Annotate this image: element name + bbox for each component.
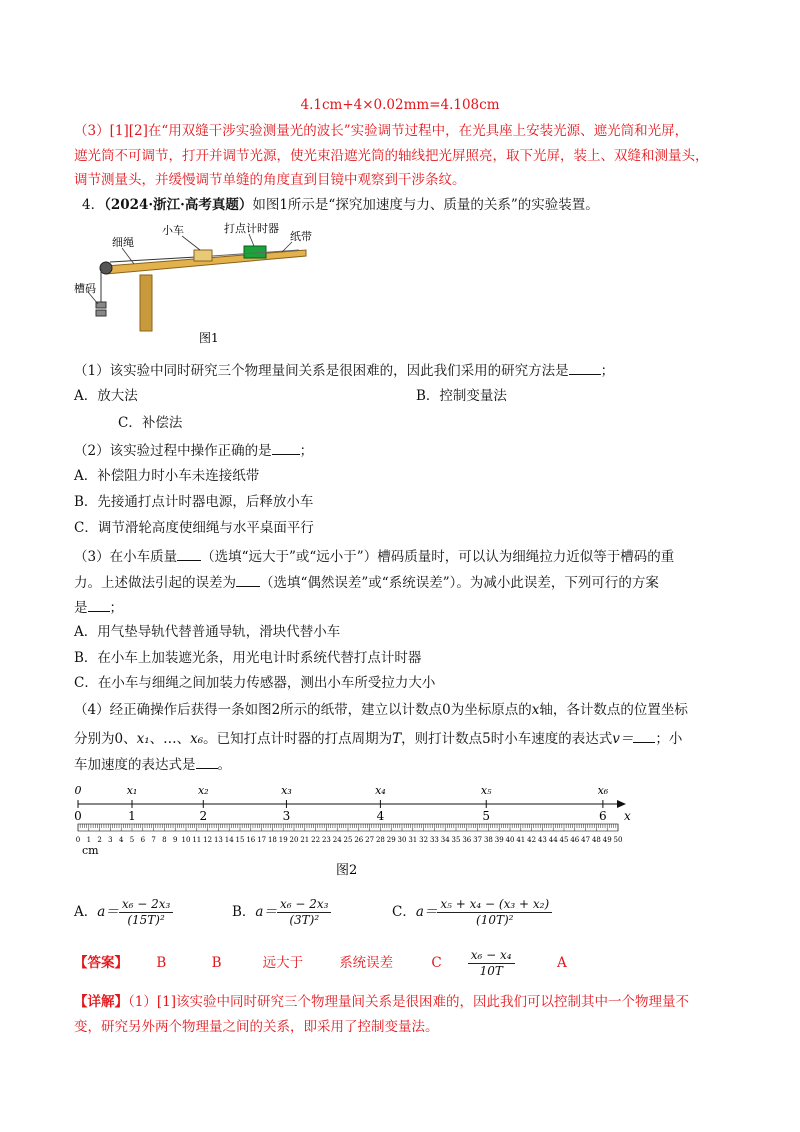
axis-number: 4 [376, 809, 385, 823]
q3-text-a: （3）在小车质量 [74, 549, 178, 565]
q4-b-den: (3T)² [289, 913, 320, 927]
ruler-number: 10 [181, 836, 191, 844]
figure-1-caption: 图1 [199, 331, 219, 345]
q3-option-c: C．在小车与细绳之间加装力传感器，测出小车所受拉力大小 [74, 675, 436, 691]
q4-c-label: C． [392, 904, 416, 920]
q2-option-c: C．调节滑轮高度使细绳与水平桌面平行 [74, 520, 314, 536]
answer-line [74, 946, 577, 980]
explain-line-3: 调节测量头，并缓慢调节单缝的角度直到目镜中观察到干涉条纹。 [74, 172, 466, 188]
ruler-number: 19 [278, 836, 288, 844]
answer-5: C [431, 955, 442, 971]
ruler-number: 22 [311, 836, 321, 844]
axis-variable: x [624, 809, 631, 823]
q4-a-label: A． [74, 904, 98, 920]
ruler-number: 40 [505, 836, 515, 844]
figure-1-apparatus [74, 220, 334, 350]
ruler-number: 50 [613, 836, 623, 844]
ruler-numbers [76, 836, 623, 844]
q1-option-a: A．放大法 [74, 388, 138, 404]
ruler-number: 32 [419, 836, 429, 844]
q3-text-e: 是 [74, 600, 88, 616]
ruler-number: 42 [527, 836, 537, 844]
q4-text-c: 分别为0、 [74, 731, 137, 747]
ruler-number: 13 [213, 836, 223, 844]
q2-end: ； [299, 443, 314, 459]
answer-1: B [156, 955, 167, 971]
q4-option-a [74, 895, 173, 929]
q4-v: v＝ [612, 731, 634, 747]
q4-b-lhs: a＝ [255, 904, 277, 920]
q4-blank-1 [633, 728, 655, 743]
q4-b-fraction [277, 897, 331, 928]
q2-text: （2）该实验过程中操作正确的是 [74, 443, 272, 459]
figure-2-tape [70, 780, 640, 880]
q3-line-3 [74, 597, 123, 618]
ruler-number: 41 [516, 836, 526, 844]
q4-c-lhs: a＝ [415, 904, 438, 920]
q4-b-num: x₆ − 2x₃ [277, 897, 331, 913]
weight-2 [96, 310, 106, 316]
tape-point-label: x₂ [197, 784, 209, 797]
ruler-number: 6 [140, 836, 146, 844]
timer [244, 246, 266, 258]
explain-line-1: （3）[1][2]在“用双缝干涉实验测量光的波长”实验调节过程中，在光具座上安装光源、遮光筒和光屏， [74, 123, 689, 139]
q3-option-a: A．用气垫导轨代替普通导轨，滑块代替小车 [74, 624, 341, 640]
axis-labels [74, 809, 631, 823]
detail-line-1 [74, 992, 689, 1012]
ruler-number: 30 [397, 836, 407, 844]
ruler-number: 11 [192, 836, 202, 844]
q1-end: ； [600, 363, 615, 379]
ruler-number: 47 [581, 836, 591, 844]
q4-x6: x₆ [190, 731, 204, 747]
q3-text-d: （选填“偶然误差”或“系统误差”）。为减小此误差，下列可行的方案 [260, 575, 659, 591]
problem-source: （2024·浙江·高考真题） [104, 197, 253, 213]
ruler-unit: cm [82, 844, 99, 857]
tape-point-label: x₁ [126, 784, 138, 797]
q4-x: x [531, 702, 540, 718]
ruler-number: 18 [267, 836, 277, 844]
tape-point-label: x₃ [281, 784, 292, 797]
answer-2: B [211, 955, 222, 971]
ruler-number: 4 [118, 836, 124, 844]
tape-arrow [617, 800, 626, 808]
ruler-number: 9 [172, 836, 178, 844]
q3-text-b: （选填“远大于”或“远小于”）槽码质量时，可以认为细绳拉力近似等于槽码的重 [201, 549, 675, 565]
q1 [74, 360, 614, 381]
ruler-number: 7 [151, 836, 156, 844]
ruler-number: 46 [570, 836, 580, 844]
q3-text-c: 力。上述做法引起的误差为 [74, 575, 236, 591]
axis-number: 1 [128, 809, 136, 823]
axis-number: 0 [74, 809, 82, 823]
ruler-number: 12 [203, 836, 213, 844]
ruler-number: 5 [129, 836, 135, 844]
tape-point-label: x₅ [480, 784, 492, 797]
ruler-number: 34 [440, 836, 450, 844]
ruler-number: 36 [462, 836, 472, 844]
label-weights: 槽码 [74, 282, 96, 295]
ruler-number: 20 [289, 836, 299, 844]
q2-option-b: B．先接通打点计时器电源，后释放小车 [74, 494, 314, 510]
q4-text-f: ，则打计数点5时小车速度的表达式 [401, 731, 613, 747]
ruler-number: 37 [473, 836, 483, 844]
ruler-number: 39 [494, 836, 504, 844]
q2 [74, 440, 313, 461]
ruler-number: 24 [332, 836, 342, 844]
q4-x1: x₁ [136, 731, 150, 747]
label-tape: 纸带 [290, 230, 312, 243]
q4-text-h: 车加速度的表达式是 [74, 757, 196, 773]
ruler-number: 2 [97, 836, 102, 844]
problem-number: 4． [82, 197, 105, 213]
answer-6-fraction [468, 948, 515, 979]
q1-option-b: B．控制变量法 [416, 388, 507, 404]
q4-c-den: (10T)² [476, 913, 514, 927]
problem-4-header [82, 195, 599, 215]
ruler-number: 35 [451, 836, 461, 844]
q4-text-d: 、…、 [149, 731, 191, 747]
q3-line-2 [74, 572, 659, 593]
q1-text: （1）该实验中同时研究三个物理量间关系是很困难的，因此我们采用的研究方法是 [74, 363, 569, 379]
q4-b-label: B． [232, 904, 256, 920]
q1-blank [569, 360, 601, 375]
q3-blank-1 [177, 546, 201, 561]
table-leg [140, 275, 152, 331]
answer-label: 【答案】 [74, 955, 128, 971]
q3-line-1 [74, 546, 674, 567]
axis-number: 2 [199, 809, 208, 823]
figure-2-caption: 图2 [336, 863, 358, 878]
q4-line-2 [74, 728, 682, 749]
q4-blank-2 [196, 754, 218, 769]
q3-option-b: B．在小车上加装遮光条，用光电计时系统代替打点计时器 [74, 650, 422, 666]
ruler-number: 44 [548, 836, 558, 844]
axis-number: 5 [482, 809, 491, 823]
ruler-number: 21 [300, 836, 310, 844]
q2-option-a: A．补偿阻力时小车未连接纸带 [74, 468, 260, 484]
label-rope: 细绳 [112, 236, 134, 249]
detail-label: 【详解】 [74, 994, 128, 1010]
ruler-number: 27 [365, 836, 375, 844]
ruler-number: 16 [246, 836, 256, 844]
q4-text-g: ；小 [655, 731, 683, 747]
ruler-number: 33 [429, 836, 439, 844]
axis-number: 3 [282, 809, 291, 823]
ruler-number: 26 [354, 836, 364, 844]
answer-7: A [557, 955, 567, 971]
tape-point-label: 0 [74, 784, 82, 797]
q4-a-lhs: a＝ [97, 904, 119, 920]
q4-T: T [392, 731, 402, 747]
ruler-number: 1 [86, 836, 92, 844]
answer-3: 远大于 [262, 955, 304, 971]
tape-point-label: x₆ [597, 784, 609, 797]
q4-text-e: 。已知打点计时器的打点周期为 [203, 731, 393, 747]
ruler-number: 23 [321, 836, 331, 844]
q4-a-den: (15T)² [127, 913, 165, 927]
pulley [100, 262, 112, 274]
q2-blank [272, 440, 300, 455]
label-cart: 小车 [162, 224, 184, 237]
ruler-number: 0 [75, 836, 81, 844]
ruler-number: 48 [591, 836, 601, 844]
answer-6-den: 10T [479, 964, 503, 978]
ruler-number: 49 [602, 836, 612, 844]
detail-line-2: 变，研究另外两个物理量之间的关系，即采用了控制变量法。 [74, 1019, 439, 1035]
q1-option-c: C．补偿法 [118, 415, 183, 431]
ruler-number: 15 [235, 836, 245, 844]
q3-blank-3 [88, 597, 110, 612]
ruler-number: 38 [483, 836, 493, 844]
q4-option-b [232, 895, 331, 929]
q4-text-a: （4）经正确操作后获得一条如图2所示的纸带，建立以计数点0为坐标原点的 [74, 702, 532, 718]
ruler-number: 14 [224, 836, 234, 844]
axis-number: 6 [599, 809, 607, 823]
ruler-number: 25 [343, 836, 353, 844]
q3-blank-2 [236, 572, 260, 587]
label-timer: 打点计时器 [224, 222, 279, 235]
problem-stem: 如图1所示是“探究加速度与力、质量的关系”的实验装置。 [252, 197, 599, 213]
ruler-number: 28 [375, 836, 385, 844]
ruler-number: 31 [408, 836, 418, 844]
q4-line-3 [74, 754, 231, 775]
tape-point-label: x₄ [375, 784, 386, 797]
ruler-number: 29 [386, 836, 396, 844]
detail-text-1: （1）[1]该实验中同时研究三个物理量间关系是很困难的，因此我们可以控制其中一个物理量不 [128, 994, 689, 1010]
q4-c-fraction [437, 897, 552, 928]
q4-option-c [392, 895, 552, 929]
q4-c-num: x₅ + x₄ − (x₃ + x₂) [437, 897, 552, 913]
answer-4: 系统误差 [339, 955, 394, 971]
ruler-number: 3 [108, 836, 113, 844]
cart [194, 250, 212, 261]
answer-6-num: x₆ − x₄ [468, 948, 515, 964]
q4-line-1 [74, 700, 688, 720]
q4-text-b: 轴，各计数点的位置坐标 [539, 702, 688, 718]
ruler-number: 17 [257, 836, 267, 844]
ruler-number: 8 [162, 836, 167, 844]
explain-line-2: 遮光筒不可调节，打开并调节光源，使光束沿遮光筒的轴线把光屏照亮，取下光屏，装上、双缝和测量头， [74, 148, 709, 164]
q4-a-fraction [119, 897, 173, 928]
top-formula: 4.1cm+4×0.02mm=4.108cm [300, 97, 500, 113]
q4-a-num: x₆ − 2x₃ [119, 897, 173, 913]
ruler-number: 45 [559, 836, 569, 844]
q4-text-i: 。 [217, 757, 231, 773]
ruler-number: 43 [537, 836, 547, 844]
q3-text-f: ； [109, 600, 123, 616]
